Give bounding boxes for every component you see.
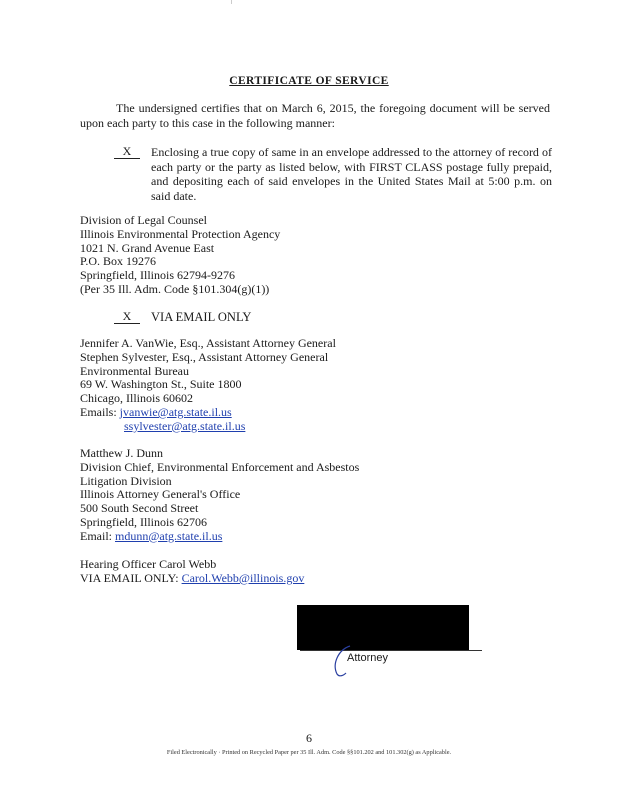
email-label: VIA EMAIL ONLY: xyxy=(80,570,179,585)
page-footer: Filed Electronically · Printed on Recycled Paper per 35 Ill. Adm. Code §§101.202 and 101.302(g) as Applicable. xyxy=(166,749,452,756)
recipient-hearing-officer xyxy=(80,558,304,586)
address-line: 500 South Second Street xyxy=(80,501,199,516)
address-line: Stephen Sylvester, Esq., Assistant Attorney General xyxy=(80,349,329,364)
recipient-attorney-general xyxy=(80,337,336,434)
address-line: 69 W. Washington St., Suite 1800 xyxy=(80,377,242,392)
address-line: Environmental Bureau xyxy=(80,363,189,378)
email-line xyxy=(80,530,359,544)
emails-line-2 xyxy=(80,420,336,434)
recipient-iepa-address xyxy=(80,214,280,297)
email-service-checkmark: X xyxy=(114,310,140,324)
address-line: Springfield, Illinois 62706 xyxy=(80,514,207,529)
page-title: CERTIFICATE OF SERVICE xyxy=(229,75,389,87)
hearing-officer-email-line xyxy=(80,572,304,586)
email-link-ssylvester[interactable]: ssylvester@atg.state.il.us xyxy=(124,418,246,433)
email-link-mdunn[interactable]: mdunn@atg.state.il.us xyxy=(115,528,223,543)
signature-label: Attorney xyxy=(347,652,388,664)
emails-line xyxy=(80,406,336,420)
address-line: Springfield, Illinois 62794-9276 xyxy=(80,268,235,283)
address-line: Litigation Division xyxy=(80,473,172,488)
page-number: 6 xyxy=(306,731,312,745)
intro-paragraph: The undersigned certifies that on March 6, 2015, the foregoing document will be served upon each party to this case in the following manner: xyxy=(80,101,550,130)
mail-service-text: Enclosing a true copy of same in an envelope addressed to the attorney of record of each party or the party as listed below, with FIRST CLASS postage fully prepaid, and depositing each of said envelopes in the United States Mail at 5:00 p.m. on said date. xyxy=(151,145,552,203)
address-line: Division of Legal Counsel xyxy=(80,213,207,227)
address-line: (Per 35 Ill. Adm. Code §101.304(g)(1)) xyxy=(80,281,270,296)
address-line: 1021 N. Grand Avenue East xyxy=(80,240,215,255)
emails-label: Emails: xyxy=(80,404,117,419)
scan-artifact xyxy=(231,0,232,4)
address-line: P.O. Box 19276 xyxy=(80,254,157,269)
hearing-officer-name: Hearing Officer Carol Webb xyxy=(80,557,217,571)
email-link-jvanwie[interactable]: jvanwie@atg.state.il.us xyxy=(119,404,232,419)
mail-service-checkmark: X xyxy=(114,145,140,159)
address-line: Chicago, Illinois 60602 xyxy=(80,391,193,406)
recipient-division-chief xyxy=(80,447,359,544)
redacted-signature xyxy=(297,605,469,650)
address-line: Division Chief, Environmental Enforcement and Asbestos xyxy=(80,459,360,474)
address-line: Illinois Attorney General's Office xyxy=(80,487,241,502)
email-label: Email: xyxy=(80,528,112,543)
address-line: Matthew J. Dunn xyxy=(80,446,163,460)
address-line: Illinois Environmental Protection Agency xyxy=(80,226,281,241)
address-line: Jennifer A. VanWie, Esq., Assistant Attorney General xyxy=(80,336,336,350)
email-service-text: VIA EMAIL ONLY xyxy=(151,310,252,324)
email-link-carol-webb[interactable]: Carol.Webb@illinois.gov xyxy=(181,570,305,585)
